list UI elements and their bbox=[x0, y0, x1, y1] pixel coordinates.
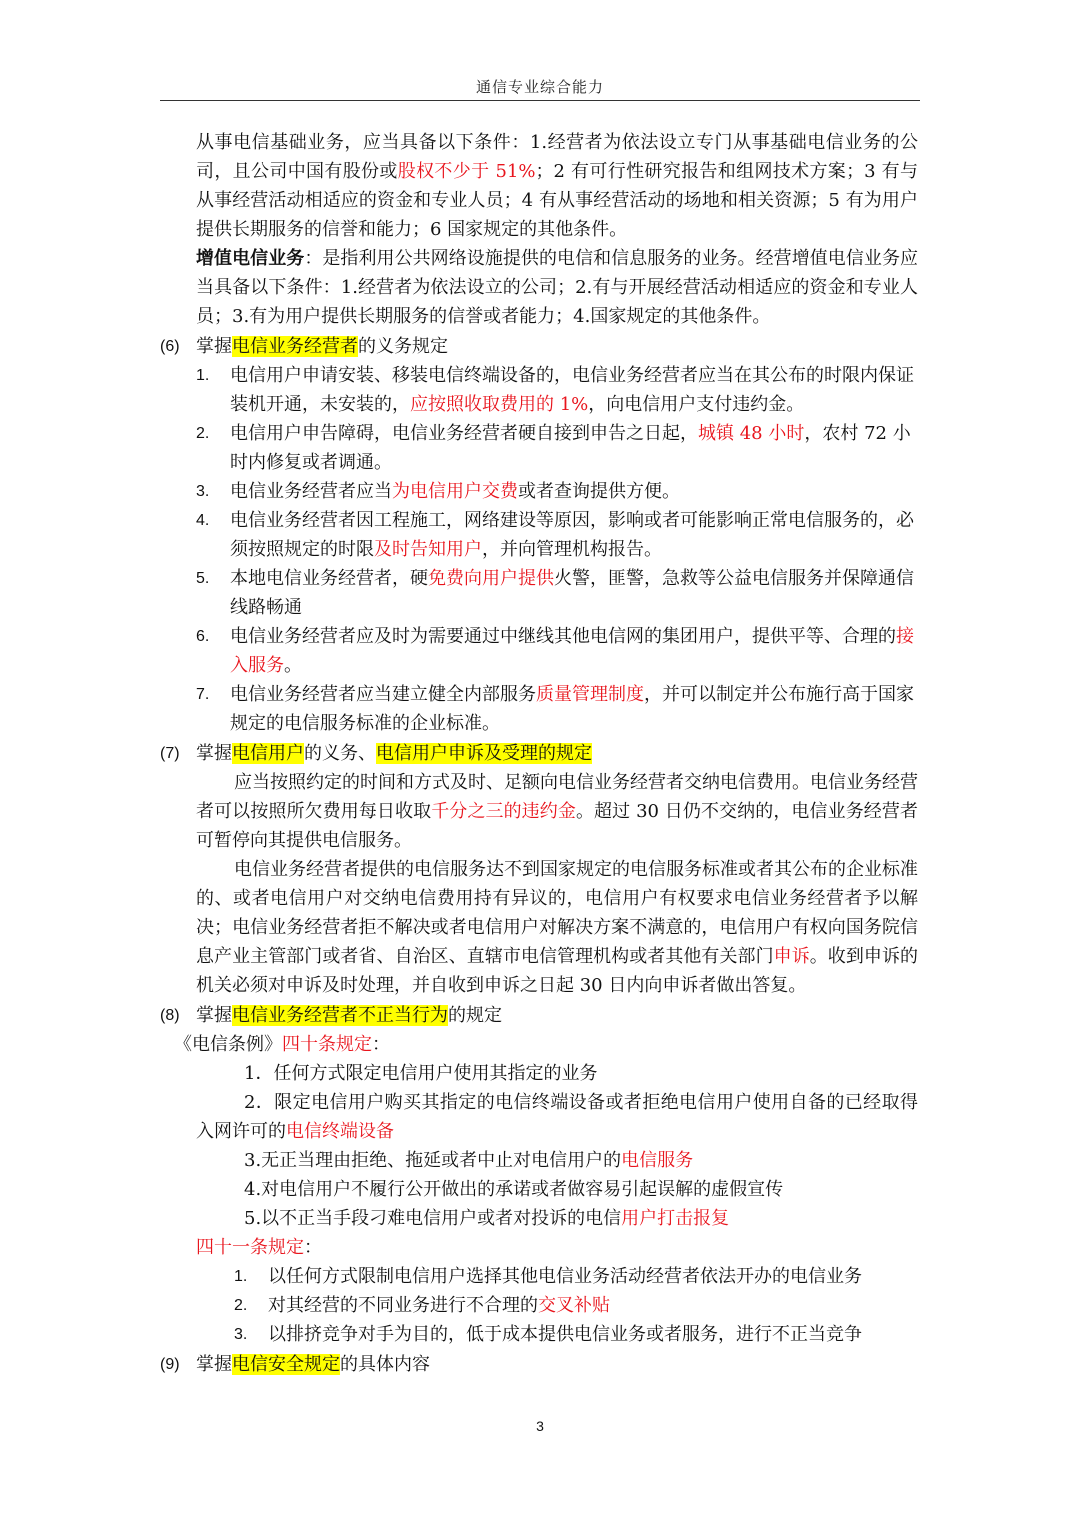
list-item bbox=[234, 1291, 918, 1320]
item-number: 3. bbox=[196, 483, 210, 500]
text-run: 。收到申诉的机关必须对申诉及时处理，并自收到申诉之日起 30 日内向申诉者做出答复。 bbox=[196, 946, 919, 996]
text-run: 5.以不正当手段刁难电信用户或者对投诉的电信 bbox=[244, 1208, 622, 1229]
section-number: (8) bbox=[160, 1007, 180, 1024]
text-run: 或者查询提供方便。 bbox=[518, 481, 680, 502]
text-run: 3.无正当理由拒绝、拖延或者中止对电信用户的 bbox=[244, 1150, 622, 1171]
item-number: 4. bbox=[196, 512, 210, 529]
red-emphasis: 为电信用户交费 bbox=[392, 481, 518, 502]
text-run: 电信业务经营者提供的电信服务达不到国家规定的电信服务标准或者其公布的企业标准的、或者电信用户对交纳电信费用持有异议的，电信用户有权要求电信业务经营者予以解决；电信业务经营者拒不解决或者电信用户对解决方案不满意的，电信用户有权向国务院信息产业主管部门或者省、自治区、直辖市电信管理机构或者其他有关部门 bbox=[196, 859, 918, 967]
text-run: 电信业务经营者应及时为需要通过中继线其他电信网的集团用户，提供平等、合理的 bbox=[230, 626, 896, 647]
text-run: 。超过 30 日仍不交纳的，电信业务经营者可暂停向其提供电信服务。 bbox=[196, 801, 918, 851]
text-run: 电信业务经营者应当 bbox=[230, 481, 392, 502]
text-run: 2．限定电信用户购买其指定的电信终端设备或者拒绝电信用户使用自备的已经取得入网许可的 bbox=[196, 1092, 918, 1142]
highlight: 电信用户申诉及受理的规定 bbox=[376, 743, 592, 764]
text-run: 的规定 bbox=[448, 1005, 502, 1026]
red-emphasis: 电信服务 bbox=[621, 1150, 694, 1171]
red-emphasis: 申诉 bbox=[773, 946, 810, 967]
bold-term: 增值电信业务 bbox=[196, 248, 305, 269]
document-body bbox=[0, 128, 1080, 1379]
article-41-heading bbox=[196, 1233, 1080, 1262]
highlight: 电信用户 bbox=[232, 743, 304, 764]
red-emphasis: 应按照收取费用的 1% bbox=[410, 394, 589, 415]
red-emphasis: 及时告知用户 bbox=[374, 539, 482, 560]
text-run: 1．任何方式限定电信用户使用其指定的业务 bbox=[244, 1063, 598, 1084]
page-header: 通信专业综合能力 bbox=[475, 78, 604, 96]
article-40-rule-4 bbox=[244, 1175, 1080, 1204]
item-number: 6. bbox=[196, 628, 210, 645]
red-emphasis: 免费向用户提供 bbox=[428, 568, 554, 589]
item-number: 1. bbox=[196, 367, 210, 384]
red-emphasis: 千分之三的违约金 bbox=[431, 801, 576, 822]
value-added-paragraph bbox=[196, 244, 918, 331]
list-item bbox=[196, 419, 918, 477]
list-item bbox=[234, 1320, 918, 1349]
section-9-heading bbox=[160, 1350, 918, 1379]
text-run: 4.对电信用户不履行公开做出的承诺或者做容易引起误解的虚假宣传 bbox=[244, 1179, 784, 1200]
complaint-paragraph bbox=[196, 855, 918, 1000]
red-emphasis: 交叉补贴 bbox=[538, 1295, 610, 1316]
article-40-rule-3 bbox=[244, 1146, 1080, 1175]
section-number: (6) bbox=[160, 338, 180, 355]
red-emphasis: 城镇 48 小时 bbox=[698, 423, 805, 444]
text-run: 掌握 bbox=[196, 1354, 232, 1375]
text-run: 对其经营的不同业务进行不合理的 bbox=[268, 1295, 538, 1316]
list-item bbox=[234, 1262, 918, 1291]
item-number: 3. bbox=[234, 1326, 248, 1343]
item-number: 5. bbox=[196, 570, 210, 587]
red-emphasis: 电信终端设备 bbox=[286, 1121, 394, 1142]
text-run: 掌握 bbox=[196, 336, 232, 357]
item-number: 1. bbox=[234, 1268, 248, 1285]
user-obligation-paragraph bbox=[196, 768, 918, 855]
text-run: 的义务规定 bbox=[358, 336, 448, 357]
header-rule bbox=[160, 100, 920, 101]
text-run: 。 bbox=[284, 655, 302, 676]
page-number: 3 bbox=[536, 1418, 544, 1434]
text-run: ，向电信用户支付违约金。 bbox=[588, 394, 805, 415]
section-8-heading bbox=[160, 1001, 918, 1030]
text-run: 本地电信业务经营者，硬 bbox=[230, 568, 428, 589]
text-run: 火警，匪警，急救等公益电信服务并保障通信线路畅通 bbox=[230, 568, 914, 618]
red-emphasis: 四十一条规定 bbox=[196, 1237, 304, 1258]
text-run: 的具体内容 bbox=[340, 1354, 430, 1375]
text-run: 的义务、 bbox=[304, 743, 376, 764]
red-emphasis: 质量管理制度 bbox=[536, 684, 644, 705]
red-emphasis: 接入服务 bbox=[230, 626, 914, 676]
red-emphasis: 用户打击报复 bbox=[621, 1208, 730, 1229]
article-40-rule-2 bbox=[196, 1088, 918, 1146]
text-run: ，农村 72 小时内修复或者调通。 bbox=[230, 423, 911, 473]
list-item bbox=[196, 477, 918, 506]
highlight: 电信业务经营者不正当行为 bbox=[232, 1005, 448, 1026]
item-number: 2. bbox=[196, 425, 210, 442]
text-run: 电信业务经营者应当建立健全内部服务 bbox=[230, 684, 536, 705]
basic-telecom-paragraph bbox=[196, 128, 918, 244]
list-item bbox=[196, 361, 918, 419]
text-run: ；2 有可行性研究报告和组网技术方案；3 有与从事经营活动相适应的资金和专业人员；4 有从事经营活动的场地和相关资源；5 有为用户提供长期服务的信誉和能力；6 国家规定的其他条件。 bbox=[196, 161, 919, 240]
section-number: (9) bbox=[160, 1356, 180, 1373]
text-run: 从事电信基础业务，应当具备以下条件：1.经营者为依法设立专门从事基础电信业务的公司，且公司中国有股份或 bbox=[196, 132, 918, 182]
item-number: 2. bbox=[234, 1297, 248, 1314]
text-run: ，并向管理机构报告。 bbox=[482, 539, 662, 560]
text-run: 以排挤竞争对手为目的，低于成本提供电信业务或者服务，进行不正当竞争 bbox=[268, 1324, 862, 1345]
list-item bbox=[196, 622, 918, 680]
red-emphasis: 股权不少于 51% bbox=[397, 161, 536, 182]
text-run: 《电信条例》 bbox=[174, 1034, 282, 1055]
text-run: 应当按照约定的时间和方式及时、足额向电信业务经营者交纳电信费用。电信业务经营者可以按照所欠费用每日收取 bbox=[196, 772, 918, 822]
text-run: 掌握 bbox=[196, 1005, 232, 1026]
list-item bbox=[196, 680, 918, 738]
text-run: 以任何方式限制电信用户选择其他电信业务活动经营者依法开办的电信业务 bbox=[268, 1266, 862, 1287]
article-40-rule-5 bbox=[244, 1204, 1080, 1233]
article-40-heading bbox=[174, 1030, 1080, 1059]
text-run: 电信业务经营者因工程施工，网络建设等原因，影响或者可能影响正常电信服务的，必须按照规定的时限 bbox=[230, 510, 914, 560]
highlight: 电信业务经营者 bbox=[232, 336, 358, 357]
section-6-heading bbox=[160, 332, 918, 361]
highlight: 电信安全规定 bbox=[232, 1354, 340, 1375]
text-run: 掌握 bbox=[196, 743, 232, 764]
text-run: ： bbox=[304, 1237, 322, 1258]
item-number: 7. bbox=[196, 686, 210, 703]
text-run: ：是指利用公共网络设施提供的电信和信息服务的业务。经营增值电信业务应当具备以下条件：1.经营者为依法设立的公司；2.有与开展经营活动相适应的资金和专业人员；3.有为用户提供长期服务的信誉或者能力；4.国家规定的其他条件。 bbox=[196, 248, 919, 327]
text-run: 电信用户申请安装、移装电信终端设备的，电信业务经营者应当在其公布的时限内保证装机开通，未安装的， bbox=[230, 365, 914, 415]
article-40-rule-1 bbox=[244, 1059, 1080, 1088]
section-7-heading bbox=[160, 739, 918, 768]
red-emphasis: 四十条规定 bbox=[282, 1034, 372, 1055]
section-number: (7) bbox=[160, 745, 180, 762]
list-item bbox=[196, 506, 918, 564]
text-run: 电信用户申告障碍，电信业务经营者硬自接到申告之日起， bbox=[230, 423, 698, 444]
text-run: ： bbox=[372, 1034, 390, 1055]
text-run: ，并可以制定并公布施行高于国家规定的电信服务标准的企业标准。 bbox=[230, 684, 914, 734]
list-item bbox=[196, 564, 918, 622]
